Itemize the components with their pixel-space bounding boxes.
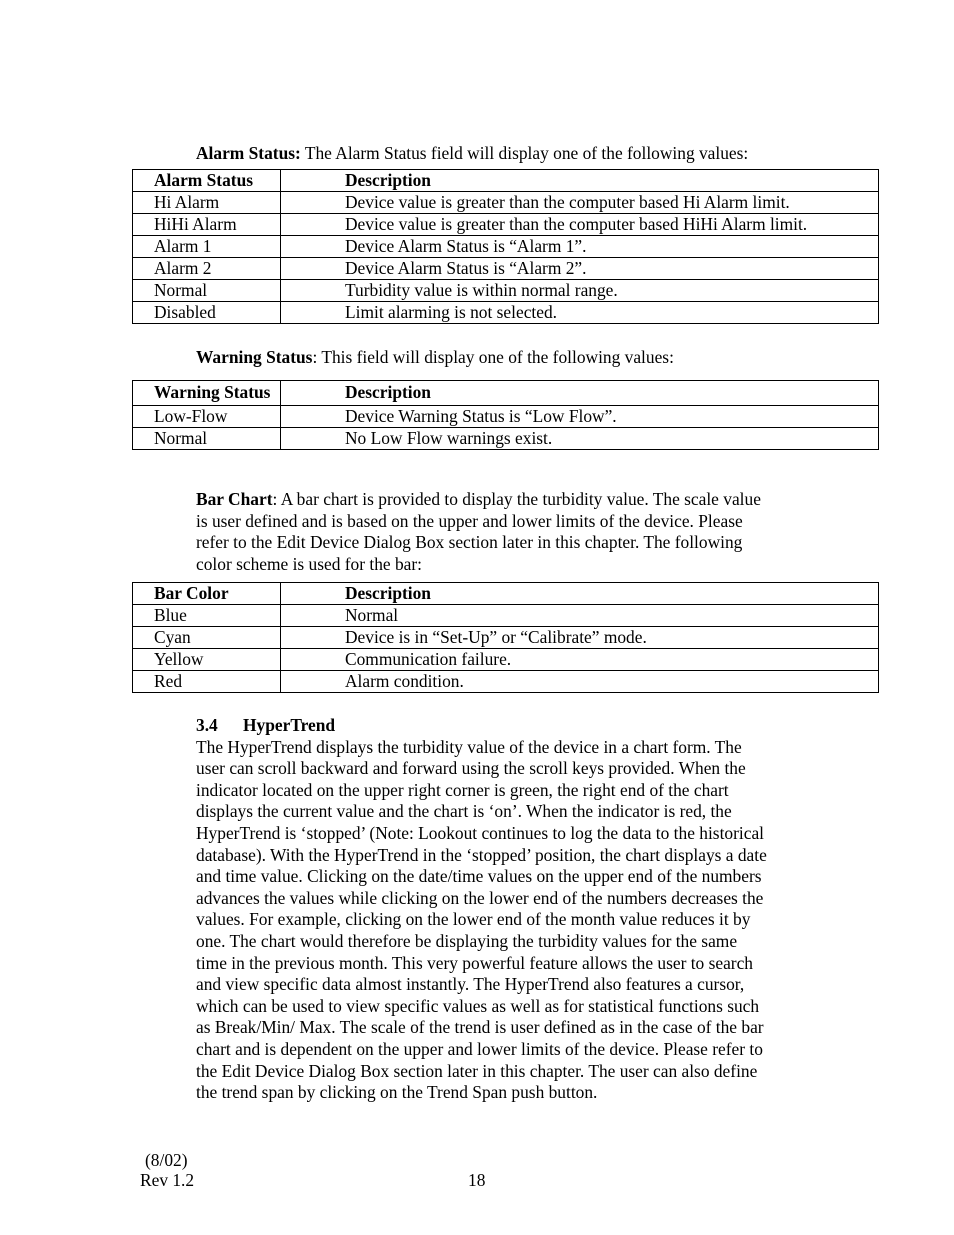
cell-status: Alarm 2 — [133, 258, 281, 280]
text-line: The HyperTrend displays the turbidity value of the device in a chart form. The — [196, 736, 742, 757]
cell-description: Device value is greater than the computer based Hi Alarm limit. — [281, 192, 879, 214]
table-row — [133, 258, 879, 280]
cell-description: Device Warning Status is “Low Flow”. — [281, 405, 879, 427]
cell-description: Communication failure. — [281, 649, 879, 671]
header-description: Description — [281, 381, 879, 406]
cell-color: Red — [133, 671, 281, 693]
cell-description: Turbidity value is within normal range. — [281, 280, 879, 302]
text-line: is user defined and is based on the upper and lower limits of the device. Please — [196, 510, 743, 531]
table-header-row — [133, 170, 879, 192]
table-row — [133, 649, 879, 671]
cell-status: HiHi Alarm — [133, 214, 281, 236]
section-hypertrend — [196, 715, 826, 1104]
header-description: Description — [281, 583, 879, 605]
text-line: one. The chart would therefore be displaying the turbidity values for the same — [196, 930, 738, 951]
cell-status: Disabled — [133, 302, 281, 324]
table-row — [133, 605, 879, 627]
table-row — [133, 427, 879, 449]
text-line: user can scroll backward and forward using the scroll keys provided. When the — [196, 758, 746, 779]
warning-status-table — [132, 380, 879, 450]
table-header-row — [133, 583, 879, 605]
text-line: values. For example, clicking on the lower end of the month value reduces it by — [196, 909, 751, 930]
text-line: the Edit Device Dialog Box section later in this chapter. The user can also define — [196, 1060, 758, 1081]
footer-revision: Rev 1.2 — [140, 1170, 195, 1190]
bar-chart-line-1: : A bar chart is provided to display the turbidity value. The scale value — [272, 489, 761, 509]
text-line: and time value. Clicking on the date/time values on the upper end of the numbers — [196, 866, 762, 887]
header-bar-color: Bar Color — [133, 583, 281, 605]
text-line: database). With the HyperTrend in the ‘stopped’ position, the chart displays a date — [196, 844, 767, 865]
text-line: refer to the Edit Device Dialog Box section later in this chapter. The following — [196, 532, 743, 553]
header-warning-status: Warning Status — [133, 381, 281, 406]
bar-chart-label: Bar Chart — [196, 489, 273, 509]
cell-status: Normal — [133, 280, 281, 302]
cell-description: Device Alarm Status is “Alarm 2”. — [281, 258, 879, 280]
text-line: time in the previous month. This very powerful feature allows the user to search — [196, 952, 753, 973]
text-line: and view specific data almost instantly. The HyperTrend also features a cursor, — [196, 974, 745, 995]
text-line: indicator located on the upper right corner is green, the right end of the chart — [196, 779, 729, 800]
table-row — [133, 192, 879, 214]
section-number: 3.4 — [196, 715, 218, 735]
footer-date: (8/02) — [145, 1150, 188, 1170]
cell-description: Device value is greater than the computer based HiHi Alarm limit. — [281, 214, 879, 236]
cell-description: Limit alarming is not selected. — [281, 302, 879, 324]
header-description: Description — [281, 170, 879, 192]
text-line: chart and is dependent on the upper and lower limits of the device. Please refer to — [196, 1038, 763, 1059]
warning-status-intro-text: : This field will display one of the following values: — [312, 347, 674, 367]
cell-description: Device Alarm Status is “Alarm 1”. — [281, 236, 879, 258]
cell-description: Alarm condition. — [281, 671, 879, 693]
cell-color: Yellow — [133, 649, 281, 671]
bar-chart-paragraph — [196, 489, 826, 575]
text-line: HyperTrend is ‘stopped’ (Note: Lookout continues to log the data to the historical — [196, 822, 764, 843]
alarm-status-table — [132, 169, 879, 324]
warning-status-label: Warning Status — [196, 347, 313, 367]
cell-status: Low-Flow — [133, 405, 281, 427]
alarm-status-label: Alarm Status: — [196, 143, 301, 163]
text-line: color scheme is used for the bar: — [196, 553, 423, 574]
section-heading — [196, 715, 826, 737]
alarm-status-intro — [196, 143, 826, 165]
table-row — [133, 627, 879, 649]
header-alarm-status: Alarm Status — [133, 170, 281, 192]
text-line: the trend span by clicking on the Trend Span push button. — [196, 1082, 598, 1103]
cell-status: Hi Alarm — [133, 192, 281, 214]
table-row — [133, 671, 879, 693]
text-line: as Break/Min/ Max. The scale of the trend is user defined as in the case of the bar — [196, 1017, 764, 1038]
table-row — [133, 302, 879, 324]
table-row — [133, 236, 879, 258]
cell-color: Blue — [133, 605, 281, 627]
cell-status: Alarm 1 — [133, 236, 281, 258]
cell-description: Normal — [281, 605, 879, 627]
cell-description: No Low Flow warnings exist. — [281, 427, 879, 449]
cell-status: Normal — [133, 427, 281, 449]
page-number: 18 — [468, 1170, 486, 1190]
cell-color: Cyan — [133, 627, 281, 649]
warning-status-intro — [196, 347, 826, 369]
text-line: advances the values while clicking on the lower end of the numbers decreases the — [196, 887, 764, 908]
text-line — [196, 489, 826, 511]
table-header-row — [133, 381, 879, 406]
cell-description: Device is in “Set-Up” or “Calibrate” mode. — [281, 627, 879, 649]
table-row — [133, 405, 879, 427]
text-line: which can be used to view specific values as well as for statistical functions such — [196, 995, 760, 1016]
alarm-status-intro-text: The Alarm Status field will display one of the following values: — [300, 143, 749, 163]
section-title: HyperTrend — [243, 715, 336, 735]
text-line: displays the current value and the chart is ‘on’. When the indicator is red, the — [196, 801, 732, 822]
table-row — [133, 214, 879, 236]
table-row — [133, 280, 879, 302]
bar-color-table — [132, 582, 879, 693]
